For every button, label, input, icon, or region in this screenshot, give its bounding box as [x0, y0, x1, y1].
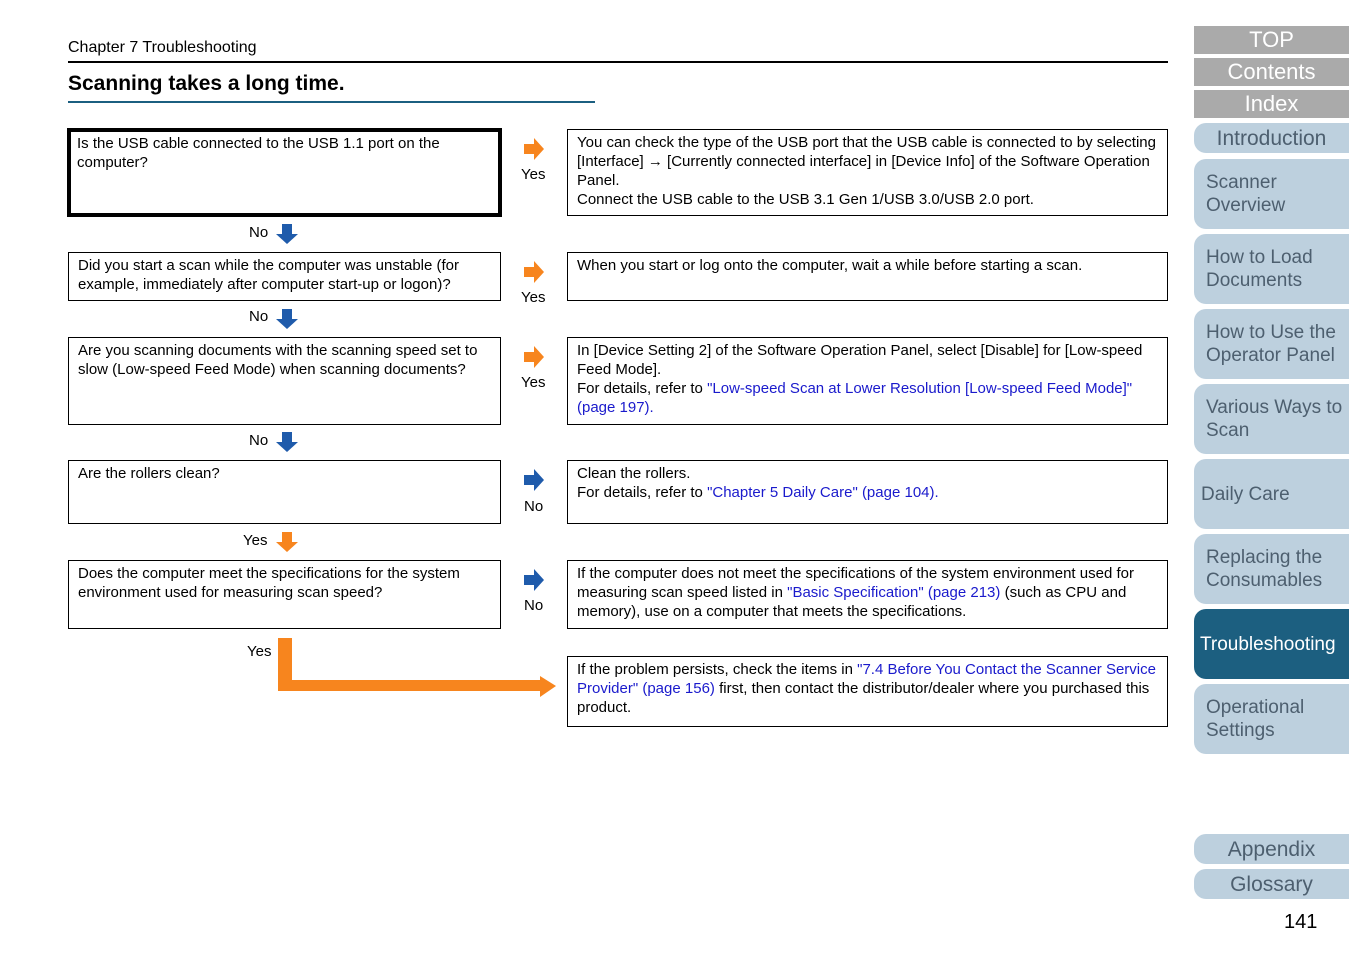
yes-arrow-right-icon [523, 346, 545, 368]
nav-top-button[interactable]: TOP [1194, 26, 1349, 54]
nav-operator-panel[interactable] [1194, 309, 1349, 379]
nav-daily-care[interactable] [1194, 459, 1349, 529]
question-box-unstable [68, 252, 501, 301]
nav-appendix[interactable]: Appendix [1194, 834, 1349, 864]
yes-label: Yes [521, 374, 546, 391]
answer-specifications [577, 564, 1158, 621]
answer-box-rollers [567, 460, 1168, 524]
nav-troubleshooting[interactable] [1194, 609, 1349, 679]
nav-load-documents[interactable] [1194, 234, 1349, 304]
no-arrow-right-icon [523, 569, 545, 591]
question-usb-port: Is the USB cable connected to the USB 1.1 port on the computer? [77, 135, 440, 171]
page-title: Scanning takes a long time. [68, 72, 345, 95]
no-label: No [249, 224, 269, 241]
no-arrow-down-icon [276, 223, 298, 245]
answer-contact [577, 660, 1158, 717]
basic-specification-link[interactable]: "Basic Specification" (page 213) [787, 584, 1001, 601]
answer-usb-port-check: You can check the type of the USB port that the USB cable is connected to by selecting [Interface] → [Currently connected interface] in [Device Info] of the Software Operation Panel. [577, 134, 1156, 189]
answer-usb-port-connect: Connect the USB cable to the USB 3.1 Gen 1/USB 3.0/USB 2.0 port. [577, 191, 1034, 208]
before-you-contact-link[interactable]: "7.4 Before You Contact the Scanner Service Provider" (page 156) [577, 661, 1156, 697]
no-arrow-right-icon [523, 469, 545, 491]
answer-rollers-details [577, 483, 1158, 502]
answer-box-specifications [567, 560, 1168, 629]
yes-arrow-right-icon [523, 261, 545, 283]
details-prefix: For details, refer to [577, 484, 708, 501]
no-label: No [524, 597, 544, 614]
no-label: No [249, 308, 269, 325]
yes-label: Yes [247, 643, 272, 660]
answer-box-unstable [567, 252, 1168, 301]
yes-label: Yes [521, 289, 546, 306]
nav-operational-settings[interactable] [1194, 684, 1349, 754]
nav-label: Troubleshooting [1200, 633, 1336, 655]
nav-label: Operational Settings [1206, 697, 1305, 741]
nav-various-ways[interactable] [1194, 384, 1349, 454]
nav-label: Replacing the Consumables [1206, 547, 1323, 591]
spec-text-2: (such as CPU and memory), use on a computer that meets the specifications. [577, 584, 1127, 620]
spec-text-1: If the computer does not meet the specifications of the system environment used for measuring scan speed listed in [577, 565, 1134, 601]
answer-low-speed-disable: In [Device Setting 2] of the Software Operation Panel, select [Disable] for [Low-speed Feed Mode]. [577, 342, 1143, 378]
yes-label: Yes [521, 166, 546, 183]
yes-arrow-down-icon [276, 531, 298, 553]
nav-label: How to Load Documents [1206, 247, 1313, 291]
contact-text-2: first, then contact the distributor/dealer where you purchased this product. [577, 680, 1150, 716]
question-specifications: Does the computer meet the specifications for the system environment used for measuring scan speed? [78, 565, 460, 601]
question-box-usb-port [67, 128, 502, 217]
low-speed-scan-link[interactable]: "Low-speed Scan at Lower Resolution [Low-speed Feed Mode]" (page 197). [577, 380, 1133, 416]
question-box-low-speed [68, 337, 501, 425]
header-rule [68, 61, 1168, 63]
nav-introduction[interactable]: Introduction [1194, 123, 1349, 153]
yes-label: Yes [243, 532, 268, 549]
nav-label: Scanner Overview [1206, 172, 1286, 216]
page-number: 141 [1284, 911, 1318, 933]
nav-label: Various Ways to Scan [1206, 397, 1343, 441]
answer-low-speed-details [577, 379, 1158, 417]
details-prefix: For details, refer to [577, 380, 708, 397]
question-rollers: Are the rollers clean? [78, 465, 220, 482]
yes-arrow-right-icon [523, 138, 545, 160]
nav-label: How to Use the Operator Panel [1206, 322, 1336, 366]
nav-label: Daily Care [1201, 483, 1290, 505]
no-arrow-down-icon [276, 308, 298, 330]
question-box-specifications [68, 560, 501, 629]
answer-clean-rollers: Clean the rollers. [577, 465, 691, 482]
contact-text-1: If the problem persists, check the items in [577, 661, 858, 678]
nav-contents-button[interactable]: Contents [1194, 58, 1349, 86]
answer-box-contact [567, 656, 1168, 727]
no-label: No [524, 498, 544, 515]
question-unstable: Did you start a scan while the computer was unstable (for example, immediately after computer start-up or logon)? [78, 257, 460, 293]
answer-box-low-speed [567, 337, 1168, 425]
no-arrow-down-icon [276, 431, 298, 453]
daily-care-link[interactable]: "Chapter 5 Daily Care" (page 104). [707, 484, 939, 501]
nav-index-button[interactable]: Index [1194, 90, 1349, 118]
nav-glossary[interactable]: Glossary [1194, 869, 1349, 899]
title-underline [68, 101, 595, 103]
nav-scanner-overview[interactable] [1194, 159, 1349, 229]
no-label: No [249, 432, 269, 449]
question-box-rollers [68, 460, 501, 524]
answer-box-usb-port [567, 129, 1168, 216]
question-low-speed: Are you scanning documents with the scanning speed set to slow (Low-speed Feed Mode) when scanning documents? [78, 342, 478, 378]
answer-unstable: When you start or log onto the computer, wait a while before starting a scan. [577, 257, 1083, 274]
chapter-label: Chapter 7 Troubleshooting [68, 39, 257, 56]
nav-consumables[interactable] [1194, 534, 1349, 604]
yes-elbow-arrow-icon [278, 638, 558, 700]
